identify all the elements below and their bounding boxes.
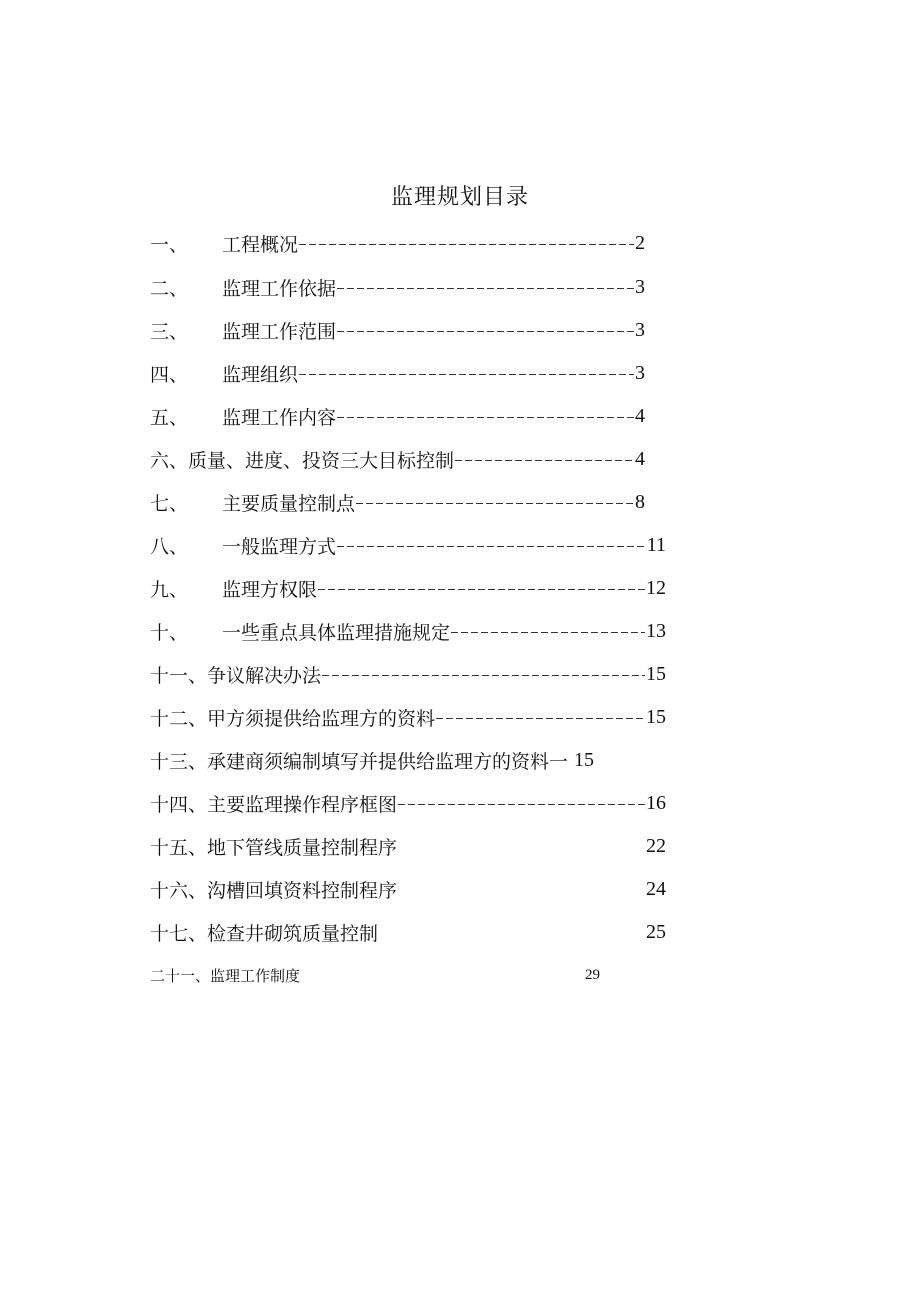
toc-entry[interactable]: [150, 488, 645, 516]
toc-entry-label: 承建商须编制填写并提供给监理方的资料一: [207, 750, 569, 773]
toc-entry[interactable]: [150, 918, 666, 946]
toc-entry-page: 4: [635, 404, 645, 427]
dot-leader: [337, 288, 634, 289]
toc-entry-page: 24: [646, 877, 666, 900]
toc-entry-number: 十一、: [150, 664, 208, 687]
toc-entry-number: 十六、: [150, 879, 208, 902]
toc-entry-page: 16: [646, 791, 666, 814]
toc-entry-label: 质量、进度、投资三大目标控制: [188, 449, 455, 472]
toc-entry[interactable]: [150, 359, 645, 387]
toc-entry-page: 3: [635, 318, 645, 341]
toc-entry[interactable]: [150, 617, 666, 645]
toc-entry-page: 15: [574, 748, 595, 771]
toc-entry-number: 四、: [150, 363, 189, 386]
toc-entry-label: 工程概况: [222, 233, 299, 256]
toc-entry-page: 11: [646, 533, 666, 556]
toc-entry-page: 22: [646, 834, 666, 857]
dot-leader: [322, 675, 645, 676]
toc-entry-label: 检查井砌筑质量控制: [207, 922, 379, 945]
dot-leader: [451, 632, 645, 633]
toc-entry-number: 二、: [150, 277, 189, 300]
toc-entry-label: 监理组织: [222, 363, 299, 386]
toc-entry-number: 十五、: [150, 836, 208, 859]
toc-entry[interactable]: [150, 316, 645, 344]
toc-entry-number: 五、: [150, 406, 189, 429]
toc-entry-label: 甲方须提供给监理方的资料: [207, 707, 436, 730]
toc-entry-page: 25: [646, 920, 666, 943]
toc-entry-number: 十四、: [150, 793, 208, 816]
toc-entry-page: 13: [646, 619, 666, 642]
toc-entry[interactable]: [150, 789, 666, 817]
toc-entry[interactable]: [150, 402, 645, 430]
toc-entry-number: 十二、: [150, 707, 208, 730]
toc-entry[interactable]: [150, 703, 666, 731]
toc-entry[interactable]: [150, 445, 645, 473]
dot-leader: [356, 503, 634, 504]
toc-entry-page: 3: [635, 275, 645, 298]
toc-entry-page: 15: [646, 705, 666, 728]
toc-entry-label: 监理工作范围: [222, 320, 337, 343]
toc-entry-number: 六、: [150, 449, 189, 472]
toc-entry[interactable]: [150, 875, 666, 903]
toc-entry[interactable]: [150, 963, 600, 987]
toc-entry-number: 十七、: [150, 922, 208, 945]
toc-entry-page: 29: [585, 966, 600, 983]
dot-leader: [398, 804, 645, 805]
toc-entry-page: 2: [635, 231, 645, 254]
toc-entry[interactable]: [150, 273, 645, 301]
toc-entry-label: 监理工作依据: [222, 277, 337, 300]
toc-entry[interactable]: [150, 832, 666, 860]
toc-entry-page: 15: [646, 662, 666, 685]
toc-entry-number: 七、: [150, 492, 189, 515]
dot-leader: [337, 417, 634, 418]
toc-entry-number: 三、: [150, 320, 189, 343]
toc-entry-label: 一些重点具体监理措施规定: [222, 621, 451, 644]
toc-entry-number: 一、: [150, 233, 189, 256]
toc-entry-number: 九、: [150, 578, 189, 601]
dot-leader: [299, 244, 634, 245]
toc-entry[interactable]: [150, 229, 645, 257]
toc-entry-label: 争议解决办法: [207, 664, 322, 687]
toc-entry-number: 十三、: [150, 750, 208, 773]
toc-entry-label: 地下管线质量控制程序: [207, 836, 398, 859]
page-title: 监理规划目录: [390, 185, 529, 210]
toc-entry-page: 12: [646, 576, 666, 599]
toc-entry-page: 4: [635, 447, 645, 470]
dot-leader: [337, 331, 634, 332]
dot-leader: [337, 546, 646, 547]
dot-leader: [318, 589, 645, 590]
toc-entry-label: 主要监理操作程序框图: [207, 793, 398, 816]
toc-entry-number: 八、: [150, 535, 189, 558]
toc-entry-number: 二十一、: [150, 966, 211, 985]
dot-leader: [455, 460, 634, 461]
dot-leader: [299, 374, 634, 375]
toc-entry-page: 3: [635, 361, 645, 384]
toc-entry-label: 监理工作内容: [222, 406, 337, 429]
toc-entry-number: 十、: [150, 621, 189, 644]
toc-entry-label: 一般监理方式: [222, 535, 337, 558]
dot-leader: [436, 718, 645, 719]
toc-entry[interactable]: [150, 574, 666, 602]
toc-entry-label: 监理工作制度: [210, 966, 301, 985]
toc-entry[interactable]: [150, 660, 666, 688]
toc-entry-label: 监理方权限: [222, 578, 318, 601]
toc-entry[interactable]: [150, 746, 666, 774]
toc-entry[interactable]: [150, 531, 666, 559]
toc-entry-label: 主要质量控制点: [222, 492, 356, 515]
toc-entry-page: 8: [635, 490, 645, 513]
toc-entry-label: 沟槽回填资料控制程序: [207, 879, 398, 902]
